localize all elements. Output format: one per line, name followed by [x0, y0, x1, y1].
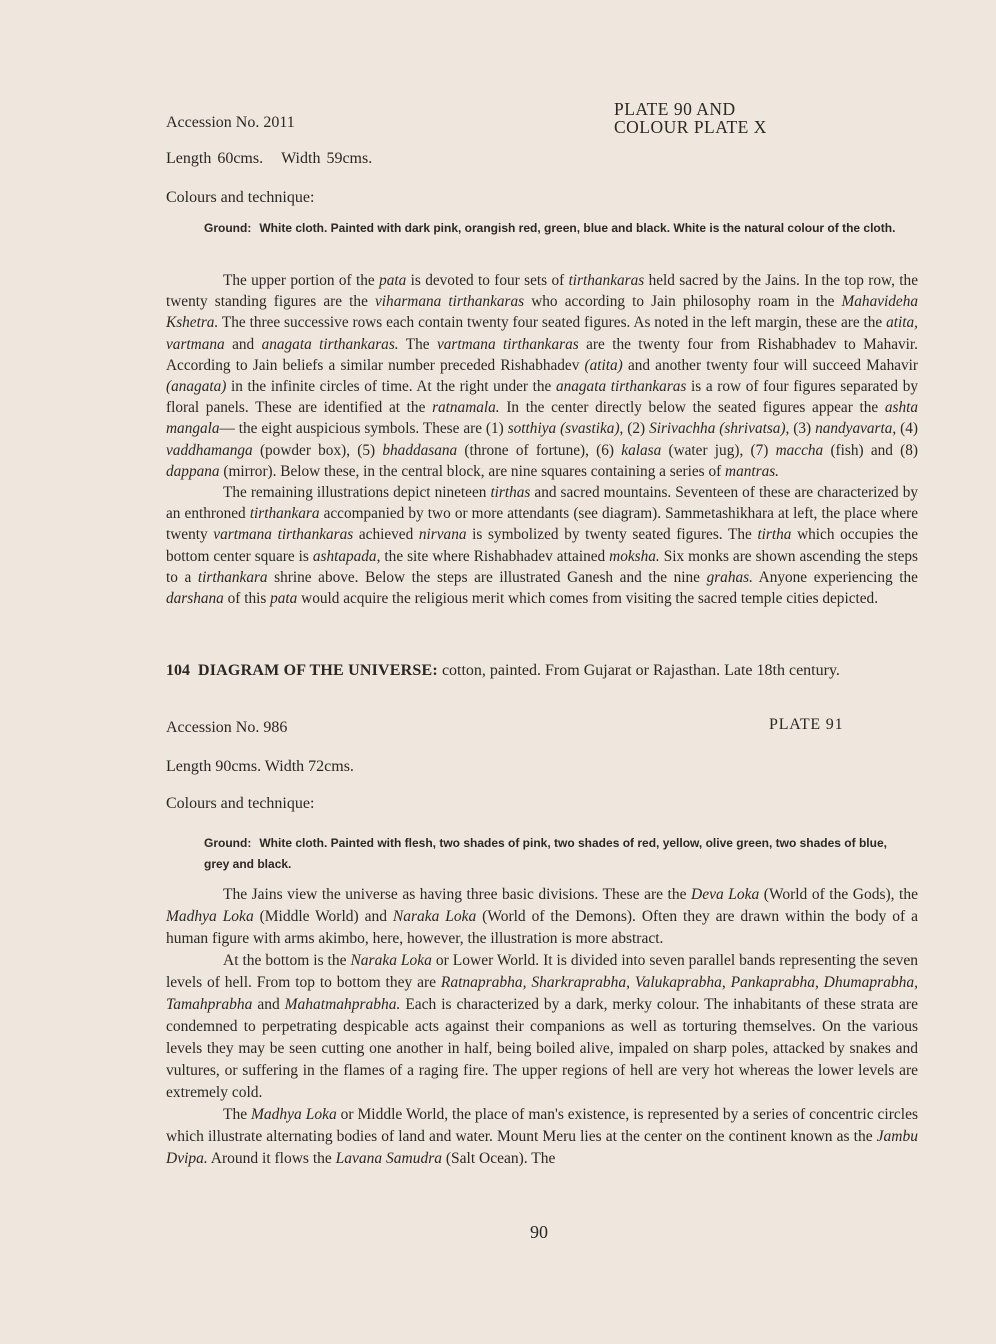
accession-number-2: Accession No. 986 — [166, 719, 288, 736]
ground-label-2: Ground: — [204, 836, 252, 850]
ground-label-1: Ground: — [204, 221, 252, 235]
plate-line-2: COLOUR PLATE X — [614, 117, 767, 137]
paragraph: At the bottom is the Naraka Loka or Lower World. It is divided into seven parallel bands representing the seven levels of hell. From top to bottom they are Ratnaprabha, Sharkraprabha, Valukaprabha, Pankaprabha, Dhumaprabha, Tamahprabha and Mahatmahprabha. Each is characterized by a dark, merky colour. The inhabitants of these strata are condemned to perpetrating despicable acts against their companions as well as torturing themselves. On the various levels they may be seen cutting one another in half, being boiled alive, impaled on sharp poles, attacked by snakes and vultures, or suffering in the flames of a raging fire. The upper regions of hell are very hot whereas the lower levels are extremely cold. — [166, 952, 918, 1101]
body-text-2 — [166, 884, 918, 1170]
dimensions-2: Length 90cms. Width 72cms. — [166, 758, 354, 775]
paragraph: The upper portion of the pata is devoted to four sets of tirthankaras held sacred by the Jains. In the top row, the twenty standing figures are the viharmana tirthankaras who according to Jain philosophy roam in the Mahavideha Kshetra. The three successive rows each contain twenty four seated figures. As noted in the left margin, these are the atita, vartmana and anagata tirthankaras. The vartmana tirthankaras are the twenty four from Rishabhadev to Mahavir. According to Jain beliefs a similar number preceded Rishabhadev (atita) and another twenty four will succeed Mahavir (anagata) in the infinite circles of time. At the right under the anagata tirthankaras is a row of four figures separated by floral panels. These are identified at the ratnamala. In the center directly below the seated figures appear the ashta mangala— the eight auspicious symbols. These are (1) sotthiya (svastika), (2) Sirivachha (shrivatsa), (3) nandyavarta, (4) vaddhamanga (powder box), (5) bhaddasana (throne of fortune), (6) kalasa (water jug), (7) maccha (fish) and (8) dappana (mirror). Below these, in the central block, are nine squares containing a series of mantras. — [166, 272, 918, 480]
ground-text-1: White cloth. Painted with dark pink, orangish red, green, blue and black. White is the natural colour of the cloth. — [259, 221, 896, 235]
width-1: Width 59cms. — [281, 150, 373, 167]
ground-text-2: White cloth. Painted with flesh, two shades of pink, two shades of red, yellow, olive green, two shades of blue, grey and black. — [204, 836, 887, 871]
plate-line-1: PLATE 90 AND — [614, 99, 736, 119]
ground-description-2 — [204, 833, 904, 875]
body-text-1 — [166, 270, 918, 609]
paragraph: The remaining illustrations depict nineteen tirthas and sacred mountains. Seventeen of these are characterized by an enthroned tirthankara accompanied by two or more attendants (see diagram). Sammetashikhara at left, the place where twenty vartmana tirthankaras achieved nirvana is symbolized by twenty seated figures. The tirtha which occupies the bottom center square is ashtapada, the site where Rishabhadev attained moksha. Six monks are shown ascending the steps to a tirthankara shrine above. Below the steps are illustrated Ganesh and the nine grahas. Anyone experiencing the darshana of this pata would acquire the religious merit which comes from visiting the sacred temple cities depicted. — [166, 484, 918, 608]
ground-description-1 — [204, 218, 904, 239]
entry-description: cotton, painted. From Gujarat or Rajasthan. Late 18th century. — [437, 662, 840, 679]
plate-reference-1 — [614, 100, 767, 136]
entry-number: 104 — [166, 662, 190, 679]
entry-title: DIAGRAM OF THE UNIVERSE: — [198, 662, 438, 679]
colours-heading-2: Colours and technique: — [166, 795, 315, 812]
length-1: Length 60cms. — [166, 150, 264, 167]
paragraph: The Madhya Loka or Middle World, the place of man's existence, is represented by a series of concentric circles which illustrate alternating bodies of land and water. Mount Meru lies at the center on the continent known as the Jambu Dvipa. Around it flows the Lavana Samudra (Salt Ocean). The — [166, 1106, 918, 1167]
paragraph: The Jains view the universe as having three basic divisions. These are the Deva Loka (World of the Gods), the Madhya Loka (Middle World) and Naraka Loka (World of the Demons). Often they are drawn within the body of a human figure with arms akimbo, here, however, the illustration is more abstract. — [166, 886, 918, 947]
dimensions-1 — [166, 150, 372, 168]
colours-heading-1: Colours and technique: — [166, 189, 315, 206]
page-number: 90 — [530, 1222, 548, 1242]
catalogue-entry-heading — [166, 660, 918, 681]
accession-number-1: Accession No. 2011 — [166, 114, 295, 131]
plate-reference-2: PLATE 91 — [769, 716, 844, 733]
